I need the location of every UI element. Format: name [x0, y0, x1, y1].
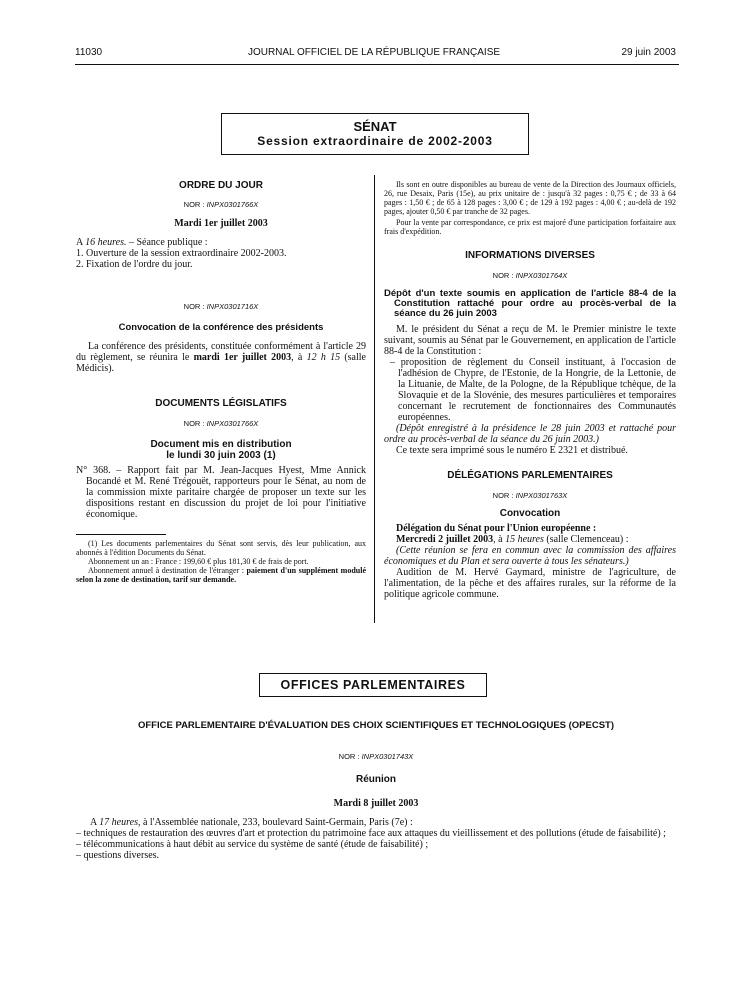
depot-number: Ce texte sera imprimé sous le numéro E 2321 et distribué.: [396, 445, 628, 456]
header-rule: [75, 64, 679, 65]
left-column: [76, 180, 366, 584]
delegation-name: Délégation du Sénat pour l'Union européenne :: [396, 523, 597, 534]
senat-title: SÉNAT: [353, 119, 397, 134]
depot-note: (Dépôt enregistré à la présidence le 28 juin 2003 et rattaché pour ordre au procès-verbal de la séance du 26 juin 2003.): [384, 423, 676, 445]
meeting-date: Mercredi 2 juillet 2003, à 15 heures (salle Clemenceau) :: [396, 534, 629, 545]
journal-title: JOURNAL OFFICIEL DE LA RÉPUBLIQUE FRANÇAISE: [247, 47, 501, 58]
distribution-heading: Document mis en distribution le lundi 30 juin 2003 (1): [150, 439, 292, 461]
session-date: Mardi 1er juillet 2003: [174, 218, 268, 229]
nor-reference: NOR : INPX0301743X: [338, 752, 414, 761]
opecst-heading: OFFICE PARLEMENTAIRE D'ÉVALUATION DES CHOIX SCIENTIFIQUES ET TECHNOLOGIQUES (OPECST): [137, 720, 615, 731]
informations-diverses-heading: INFORMATIONS DIVERSES: [465, 250, 595, 261]
senat-title-box: [221, 113, 529, 155]
documents-legislatifs-heading: DOCUMENTS LÉGISLATIFS: [155, 398, 287, 409]
meeting-location: A 17 heures, à l'Assemblée nationale, 233, boulevard Saint-Germain, Paris (7e) :: [90, 817, 413, 828]
audition-text: Audition de M. Hervé Gaymard, ministre de l'agriculture, de l'alimentation, de la pêche et des affaires rurales, sur la réforme de la politique agricole commune.: [384, 567, 676, 600]
depot-item: – proposition de règlement du Conseil instituant, à l'occasion de l'adhésion de Chypre, de l'Estonie, de la Hongrie, de la Lettonie, de la Lituanie, de Malte, de la Pologne, de la République tchèque, de la Slovaquie et de la Slovénie, des mesures particulières et temporaires concernant le recrutement de fonctionnaires des Communautés européennes.: [390, 357, 676, 423]
depot-heading: Dépôt d'un texte soumis en application de l'article 88-4 de la Constitution rattaché pour ordre au procès-verbal de la séance du 26 juin 2003: [384, 288, 676, 319]
agenda-item: 1. Ouverture de la session extraordinaire 2002-2003.: [76, 248, 287, 259]
convocation-heading: Convocation de la conférence des présidents: [118, 322, 324, 333]
offices-title: OFFICES PARLEMENTAIRES: [280, 678, 466, 692]
footnote: (1) Les documents parlementaires du Sénat sont servis, dès leur publication, aux abonnés à l'édition Documents du Sénat.: [76, 539, 366, 557]
nor-reference: NOR : INPX0301766X: [183, 419, 259, 428]
offices-section: [76, 720, 676, 861]
meeting-date: Mardi 8 juillet 2003: [333, 798, 419, 809]
depot-text: M. le président du Sénat a reçu de M. le Premier ministre le texte suivant, soumis au Sénat par le Gouvernement, en application de l'article 88-4 de la Constitution :: [384, 324, 676, 357]
footnote-rule: [76, 534, 166, 535]
senat-subtitle: Session extraordinaire de 2002-2003: [257, 134, 493, 148]
nor-reference: NOR : INPX0301716X: [183, 302, 259, 311]
nor-reference: NOR : INPX0301763X: [492, 491, 568, 500]
footnote: Abonnement annuel à destination de l'étranger : paiement d'un supplément modulé selon la zone de destination, tarif sur demande.: [76, 566, 366, 584]
delegations-heading: DÉLÉGATIONS PARLEMENTAIRES: [447, 470, 613, 481]
vente-text: Ils sont en outre disponibles au bureau de vente de la Direction des Journaux officiels, 26, rue Desaix, Paris (15e), au prix unitaire de : jusqu'à 32 pages : 0,75 € ; de 33 à 64 pages : 1,50 € ; de 65 à 128 pages : 3,00 € ; de 129 à 192 pages : 4,00 € ; au-delà de 192 pages, ajouter 0,50 € par tranche de 32 pages.: [384, 180, 676, 216]
ordre-du-jour-heading: ORDRE DU JOUR: [179, 180, 263, 191]
convocation-heading: Convocation: [499, 508, 561, 519]
reunion-heading: Réunion: [356, 774, 396, 785]
agenda-item: – télécommunications à haut débit au service du système de santé (étude de faisabilité) ;: [76, 839, 429, 850]
agenda-item: – questions diverses.: [76, 850, 160, 861]
header-date: 29 juin 2003: [621, 47, 676, 58]
right-column: [384, 180, 676, 600]
footnote: Abonnement un an : France : 199,60 € plus 181,30 € de frais de port.: [88, 557, 309, 566]
nor-reference: NOR : INPX0301766X: [183, 200, 259, 209]
vente-text: Pour la vente par correspondance, ce prix est majoré d'une participation forfaitaire aux frais d'expédition.: [384, 218, 676, 236]
column-divider: [374, 175, 375, 623]
seance-line: A 16 heures. – Séance publique :: [76, 237, 208, 248]
convocation-text: La conférence des présidents, constituée conformément à l'article 29 du règlement, se réunira le mardi 1er juillet 2003, à 12 h 15 (salle Médicis).: [76, 341, 366, 374]
agenda-item: – techniques de restauration des œuvres d'art et protection du patrimoine face aux attaques du vieillissement et des pollutions (étude de faisabilité) ;: [76, 828, 666, 839]
document-368: N° 368. – Rapport fait par M. Jean-Jacques Hyest, Mme Annick Bocandé et M. René Trégouët, rapporteurs pour le Sénat, au nom de la commission mixte paritaire chargée de proposer un texte sur les dispositions restant en discussion du projet de loi pour l'initiative économique.: [76, 465, 366, 520]
agenda-item: 2. Fixation de l'ordre du jour.: [76, 259, 193, 270]
offices-title-box: [259, 673, 487, 697]
nor-reference: NOR : INPX0301764X: [492, 271, 568, 280]
meeting-note: (Cette réunion se fera en commun avec la commission des affaires économiques et du Plan et sera ouverte à tous les sénateurs.): [384, 545, 676, 567]
page-number: 11030: [75, 47, 103, 58]
